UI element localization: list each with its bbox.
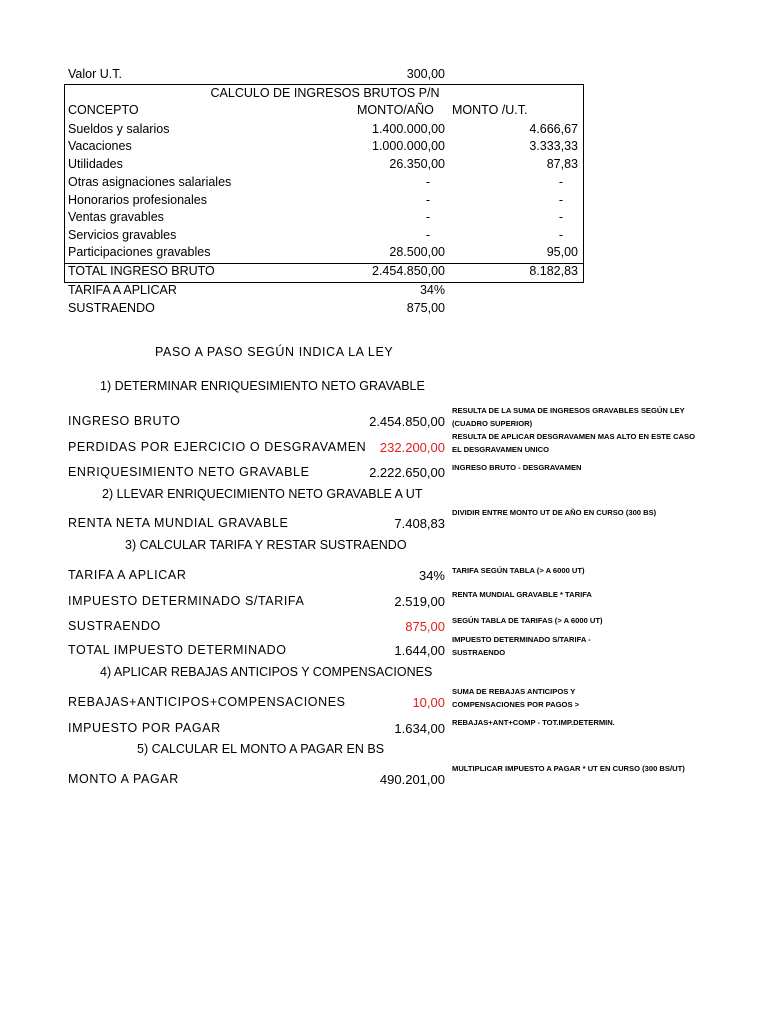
- column-header-monto-ut: MONTO /U.T.: [452, 103, 528, 117]
- table-row-monto-ano: -: [425, 210, 430, 224]
- table-row-monto-ut: -: [558, 175, 563, 189]
- impuesto-por-pagar-value: 1.634,00: [394, 721, 445, 736]
- impuesto-determinado-note: RENTA MUNDIAL GRAVABLE * TARIFA: [452, 590, 592, 599]
- table-row-monto-ano: 1.000.000,00: [372, 139, 445, 153]
- impuesto-determinado-value: 2.519,00: [394, 594, 445, 609]
- perdidas-value: 232.200,00: [379, 440, 445, 455]
- tarifa-aplicar-note: TARIFA SEGÚN TABLA (> A 6000 UT): [452, 566, 585, 575]
- table-row-monto-ut: -: [558, 193, 563, 207]
- step1-title: 1) DETERMINAR ENRIQUESIMIENTO NETO GRAVABLE: [100, 379, 425, 393]
- impuesto-determinado-label: IMPUESTO DETERMINADO S/TARIFA: [68, 594, 305, 608]
- tarifa-value: 34%: [419, 283, 445, 297]
- table-row-monto-ano: 1.400.000,00: [372, 122, 445, 136]
- table-row-concept: Ventas gravables: [68, 210, 164, 224]
- table-row-concept: Servicios gravables: [68, 228, 177, 242]
- table-row-concept: Vacaciones: [68, 139, 132, 153]
- total-ingreso-monto-ano: 2.454.850,00: [372, 264, 445, 278]
- total-impuesto-note: IMPUESTO DETERMINADO S/TARIFA - SUSTRAENDO: [452, 635, 591, 657]
- step3-title: 3) CALCULAR TARIFA Y RESTAR SUSTRAENDO: [125, 538, 407, 552]
- table-row-monto-ut: 87,83: [546, 157, 578, 171]
- monto-a-pagar-note: MULTIPLICAR IMPUESTO A PAGAR * UT EN CURSO (300 BS/UT): [452, 764, 685, 773]
- total-ingreso-label: TOTAL INGRESO BRUTO: [68, 264, 215, 278]
- step4-title: 4) APLICAR REBAJAS ANTICIPOS Y COMPENSACIONES: [100, 665, 433, 679]
- table-row-monto-ano: -: [425, 193, 430, 207]
- table-row-concept: Participaciones gravables: [68, 245, 211, 259]
- sustraendo-value: 875,00: [406, 301, 445, 315]
- monto-a-pagar-label: MONTO A PAGAR: [68, 772, 179, 786]
- table-row-monto-ano: -: [425, 175, 430, 189]
- table-row-monto-ano: 26.350,00: [389, 157, 445, 171]
- table-row-monto-ut: 95,00: [546, 245, 578, 259]
- tarifa-label: TARIFA A APLICAR: [68, 283, 177, 297]
- table-row-concept: Otras asignaciones salariales: [68, 175, 232, 189]
- total-impuesto-label: TOTAL IMPUESTO DETERMINADO: [68, 643, 287, 657]
- sustraendo-step-note: SEGÚN TABLA DE TARIFAS (> A 6000 UT): [452, 616, 603, 625]
- tarifa-aplicar-value: 34%: [418, 568, 445, 583]
- sustraendo-step-label: SUSTRAENDO: [68, 619, 161, 633]
- rebajas-value: 10,00: [412, 695, 445, 710]
- column-header-monto-ano: MONTO/AÑO: [357, 103, 434, 117]
- impuesto-por-pagar-label: IMPUESTO POR PAGAR: [68, 721, 221, 735]
- table-row-monto-ut: -: [558, 228, 563, 242]
- income-table-title: CALCULO DE INGRESOS BRUTOS P/N: [210, 86, 440, 100]
- table-row-concept: Utilidades: [68, 157, 123, 171]
- monto-a-pagar-value: 490.201,00: [379, 772, 445, 787]
- table-row-monto-ut: -: [558, 210, 563, 224]
- step5-title: 5) CALCULAR EL MONTO A PAGAR EN BS: [137, 742, 385, 756]
- enriquesimiento-value: 2.222.650,00: [369, 465, 445, 480]
- table-row-monto-ut: 3.333,33: [529, 139, 578, 153]
- perdidas-label: PERDIDAS POR EJERCICIO O DESGRAVAMEN: [68, 440, 367, 454]
- table-row-monto-ut: 4.666,67: [529, 122, 578, 136]
- total-impuesto-value: 1.644,00: [394, 643, 445, 658]
- perdidas-note: RESULTA DE APLICAR DESGRAVAMEN MAS ALTO EN ESTE CASO EL DESGRAVAMEN UNICO: [452, 432, 696, 454]
- ingreso-bruto-value: 2.454.850,00: [369, 414, 445, 429]
- ingreso-bruto-label: INGRESO BRUTO: [68, 414, 181, 428]
- tarifa-aplicar-label: TARIFA A APLICAR: [68, 568, 187, 582]
- valor-ut-label: Valor U.T.: [68, 67, 122, 81]
- rebajas-label: REBAJAS+ANTICIPOS+COMPENSACIONES: [68, 695, 346, 709]
- total-ingreso-monto-ut: 8.182,83: [529, 264, 578, 278]
- table-row-concept: Honorarios profesionales: [68, 193, 207, 207]
- sustraendo-step-value: 875,00: [405, 619, 445, 634]
- table-row-concept: Sueldos y salarios: [68, 122, 170, 136]
- rebajas-note: SUMA DE REBAJAS ANTICIPOS Y COMPENSACIONES POR PAGOS >: [452, 687, 580, 709]
- table-row-monto-ano: 28.500,00: [389, 245, 445, 259]
- steps-intro: PASO A PASO SEGÚN INDICA LA LEY: [155, 345, 394, 359]
- sustraendo-label: SUSTRAENDO: [68, 301, 155, 315]
- enriquesimiento-label: ENRIQUESIMIENTO NETO GRAVABLE: [68, 465, 310, 479]
- renta-neta-label: RENTA NETA MUNDIAL GRAVABLE: [68, 516, 289, 530]
- column-header-concept: CONCEPTO: [68, 103, 139, 117]
- valor-ut-value: 300,00: [406, 67, 445, 81]
- ingreso-bruto-note: RESULTA DE LA SUMA DE INGRESOS GRAVABLES SEGÚN LEY (CUADRO SUPERIOR): [452, 406, 685, 428]
- enriquesimiento-note: INGRESO BRUTO - DESGRAVAMEN: [452, 463, 582, 472]
- step2-title: 2) LLEVAR ENRIQUECIMIENTO NETO GRAVABLE A UT: [102, 487, 423, 501]
- renta-neta-note: DIVIDIR ENTRE MONTO UT DE AÑO EN CURSO (300 BS): [452, 508, 657, 517]
- impuesto-por-pagar-note: REBAJAS+ANT+COMP - TOT.IMP.DETERMIN.: [452, 718, 615, 727]
- table-row-monto-ano: -: [425, 228, 430, 242]
- renta-neta-value: 7.408,83: [394, 516, 445, 531]
